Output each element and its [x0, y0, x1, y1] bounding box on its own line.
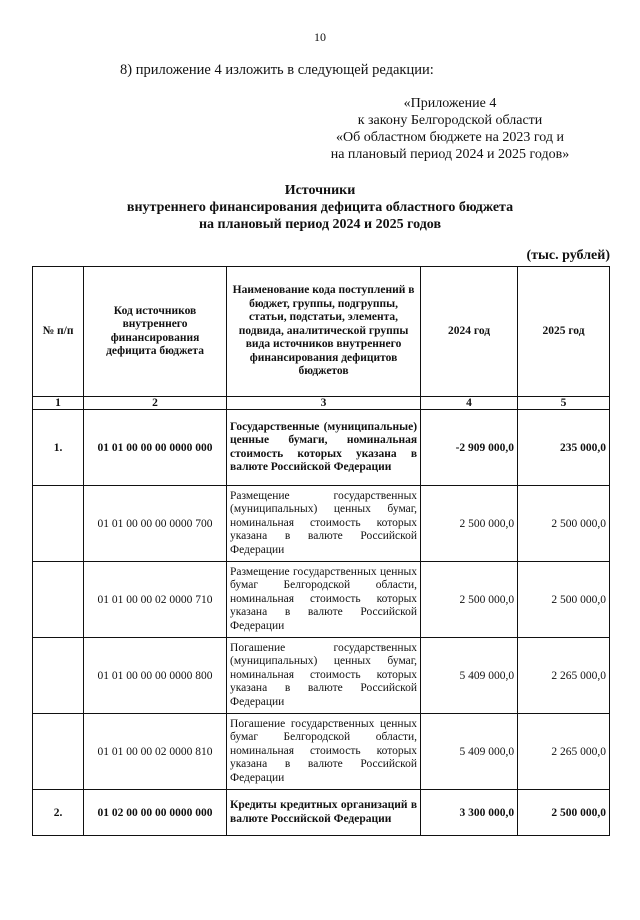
- column-number: 4: [421, 397, 518, 410]
- row-code: 01 01 00 00 00 0000 800: [84, 638, 227, 714]
- row-value-2024: 5 409 000,0: [421, 714, 518, 790]
- row-value-2025: 2 265 000,0: [518, 638, 610, 714]
- row-number: 2.: [33, 790, 84, 836]
- row-value-2024: -2 909 000,0: [421, 410, 518, 486]
- row-value-2024: 2 500 000,0: [421, 562, 518, 638]
- row-name: Погашение государственных ценных бумаг Белгородской области, номинальная стоимость которых указана в валюте Российской Федерации: [227, 714, 421, 790]
- row-value-2024: 5 409 000,0: [421, 638, 518, 714]
- appendix-line: на плановый период 2024 и 2025 годов»: [330, 147, 570, 162]
- row-value-2025: 2 265 000,0: [518, 714, 610, 790]
- appendix-line: «Приложение 4: [403, 96, 497, 111]
- row-number: [33, 638, 84, 714]
- row-code: 01 02 00 00 00 0000 000: [84, 790, 227, 836]
- row-number: [33, 714, 84, 790]
- row-name: Погашение государственных (муниципальных) ценных бумаг, номинальная стоимость которых указана в валюте Российской Федерации: [227, 638, 421, 714]
- title-line: Источники: [284, 183, 356, 198]
- row-value-2025: 235 000,0: [518, 410, 610, 486]
- row-name: Государственные (муниципальные) ценные бумаги, номинальная стоимость которых указана в валюте Российской Федерации: [227, 410, 421, 486]
- header-code: Код источников внутреннего финансирования дефицита бюджета: [84, 267, 227, 397]
- sources-table: [32, 266, 610, 836]
- document-title: [0, 182, 640, 233]
- header-2025: 2025 год: [518, 267, 610, 397]
- title-line: на плановый период 2024 и 2025 годов: [198, 217, 442, 232]
- row-value-2024: 3 300 000,0: [421, 790, 518, 836]
- appendix-reference: [300, 95, 600, 163]
- row-code: 01 01 00 00 02 0000 810: [84, 714, 227, 790]
- appendix-line: «Об областном бюджете на 2023 год и: [336, 130, 564, 145]
- row-code: 01 01 00 00 00 0000 000: [84, 410, 227, 486]
- table-row: [33, 410, 610, 486]
- column-number-row: [33, 397, 610, 410]
- page-number: 10: [314, 30, 326, 44]
- row-value-2025: 2 500 000,0: [518, 790, 610, 836]
- header-2024: 2024 год: [421, 267, 518, 397]
- column-number: 1: [33, 397, 84, 410]
- appendix-line: к закону Белгородской области: [357, 113, 543, 128]
- table-header-row: [33, 267, 610, 397]
- row-code: 01 01 00 00 02 0000 710: [84, 562, 227, 638]
- row-code: 01 01 00 00 00 0000 700: [84, 486, 227, 562]
- column-number: 2: [84, 397, 227, 410]
- row-value-2025: 2 500 000,0: [518, 562, 610, 638]
- table-row: [33, 562, 610, 638]
- title-line: внутреннего финансирования дефицита областного бюджета: [126, 200, 514, 215]
- header-num: № п/п: [33, 267, 84, 397]
- row-number: 1.: [33, 410, 84, 486]
- units-label: (тыс. рублей): [526, 248, 610, 263]
- row-number: [33, 562, 84, 638]
- row-name: Размещение государственных ценных бумаг Белгородской области, номинальная стоимость которых указана в валюте Российской Федерации: [227, 562, 421, 638]
- column-number: 3: [227, 397, 421, 410]
- row-name: Размещение государственных (муниципальных) ценных бумаг, номинальная стоимость которых указана в валюте Российской Федерации: [227, 486, 421, 562]
- column-number: 5: [518, 397, 610, 410]
- intro-paragraph: 8) приложение 4 изложить в следующей редакции:: [120, 62, 434, 78]
- table-row: [33, 638, 610, 714]
- table-row: [33, 486, 610, 562]
- table-row: [33, 790, 610, 836]
- row-value-2024: 2 500 000,0: [421, 486, 518, 562]
- row-value-2025: 2 500 000,0: [518, 486, 610, 562]
- header-name: Наименование кода поступлений в бюджет, группы, подгруппы, статьи, подстатьи, элемента, подвида, аналитической группы вида источников внутреннего финансирования дефицитов бюджетов: [227, 267, 421, 397]
- row-name: Кредиты кредитных организаций в валюте Российской Федерации: [227, 790, 421, 836]
- table-row: [33, 714, 610, 790]
- row-number: [33, 486, 84, 562]
